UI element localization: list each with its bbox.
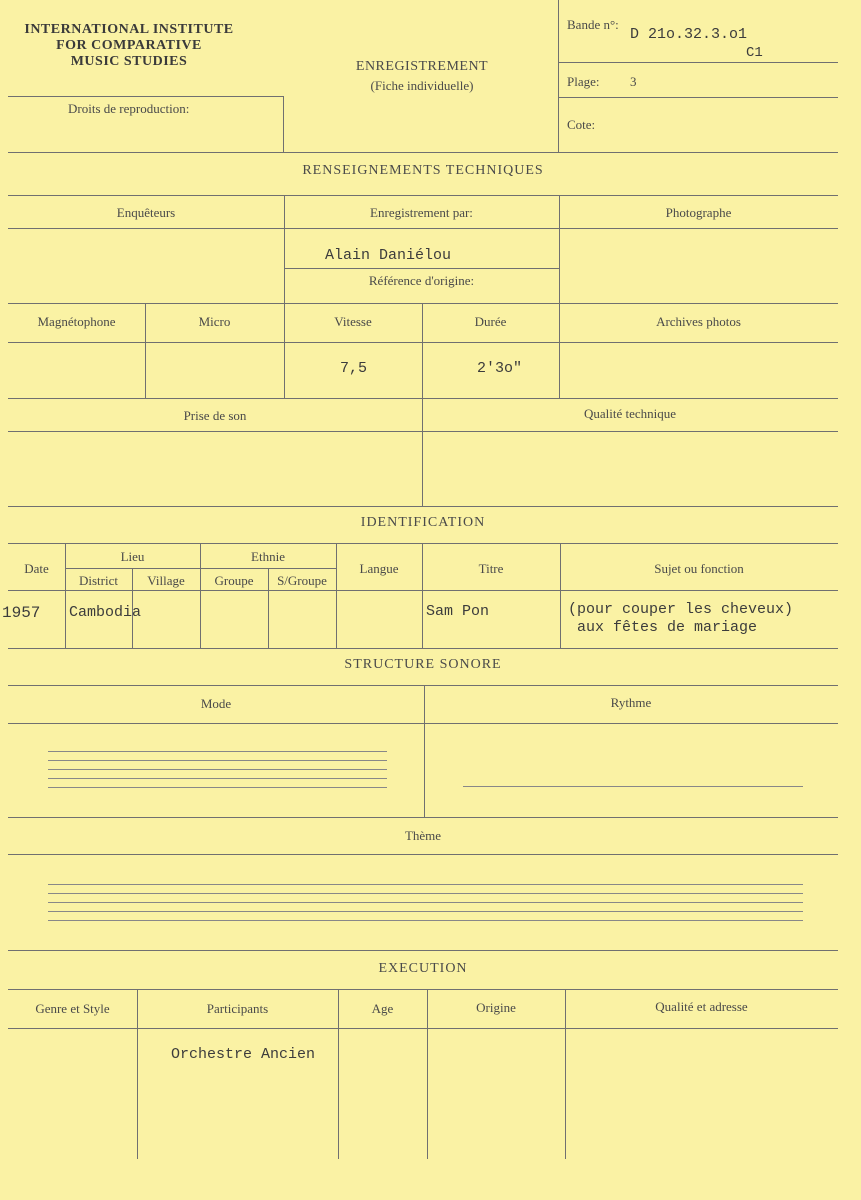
- duree-label: Durée: [474, 314, 507, 329]
- divider: [8, 1028, 838, 1029]
- divider: [560, 543, 561, 648]
- vitesse-label: Vitesse: [334, 314, 372, 329]
- staff-line: [48, 787, 387, 788]
- rythme-line: [463, 786, 803, 787]
- institute-line-1: INTERNATIONAL INSTITUTE: [24, 22, 234, 37]
- staff-line: [48, 893, 803, 894]
- prise-de-son-label: Prise de son: [183, 408, 247, 423]
- divider: [8, 723, 838, 724]
- staff-line: [48, 751, 387, 752]
- divider: [284, 268, 559, 269]
- divider: [8, 398, 838, 399]
- divider: [8, 854, 838, 855]
- cote-label: Cote:: [567, 117, 596, 132]
- divider: [8, 543, 838, 544]
- divider: [8, 989, 838, 990]
- sujet-value-line-1: (pour couper les cheveux): [568, 601, 794, 618]
- qualite-adresse-label: Qualité et adresse: [655, 999, 748, 1014]
- sgroupe-label: S/Groupe: [277, 573, 327, 588]
- divider: [558, 62, 838, 63]
- titre-label: Titre: [478, 561, 504, 576]
- divider: [558, 0, 559, 152]
- bande-sub-value: C1: [746, 45, 763, 61]
- ethnie-label: Ethnie: [251, 549, 285, 564]
- form-title: ENREGISTREMENT: [355, 59, 489, 74]
- magnetophone-label: Magnétophone: [37, 314, 116, 329]
- village-label: Village: [147, 573, 185, 588]
- rights-label: Droits de reproduction:: [68, 101, 190, 116]
- divider: [8, 950, 838, 951]
- groupe-label: Groupe: [214, 573, 254, 588]
- plage-label: Plage:: [567, 74, 600, 89]
- participants-value: Orchestre Ancien: [171, 1046, 316, 1063]
- staff-line: [48, 760, 387, 761]
- divider: [65, 568, 336, 569]
- lieu-label: Lieu: [120, 549, 145, 564]
- qualite-technique-label: Qualité technique: [583, 406, 677, 421]
- institute-line-2: FOR COMPARATIVE: [56, 38, 202, 53]
- participants-label: Participants: [206, 1001, 269, 1016]
- reference-label: Référence d'origine:: [368, 273, 475, 288]
- divider: [8, 506, 838, 507]
- divider: [8, 195, 838, 196]
- staff-line: [48, 884, 803, 885]
- archives-photos-label: Archives photos: [656, 314, 741, 329]
- divider: [8, 96, 283, 97]
- staff-line: [48, 778, 387, 779]
- sujet-value-line-2: aux fêtes de mariage: [577, 619, 758, 636]
- age-label: Age: [371, 1001, 394, 1016]
- duree-value: 2'3o": [477, 360, 523, 377]
- district-value: Cambodia: [69, 604, 142, 621]
- divider: [283, 96, 284, 152]
- enregistrement-label: Enregistrement par:: [370, 205, 473, 220]
- divider: [8, 648, 838, 649]
- mode-label: Mode: [200, 696, 232, 711]
- staff-line: [48, 902, 803, 903]
- staff-line: [48, 769, 387, 770]
- divider: [558, 97, 838, 98]
- titre-value: Sam Pon: [426, 603, 490, 620]
- divider: [8, 228, 838, 229]
- staff-line: [48, 911, 803, 912]
- sujet-label: Sujet ou fonction: [654, 561, 744, 576]
- section-title-structure: STRUCTURE SONORE: [344, 657, 502, 672]
- theme-label: Thème: [404, 828, 442, 843]
- origine-label: Origine: [476, 1000, 516, 1015]
- divider: [422, 543, 423, 648]
- divider: [8, 685, 838, 686]
- bande-value: D 21o.32.3.o1: [630, 26, 748, 43]
- staff-line: [48, 920, 803, 921]
- enregistrement-value: Alain Daniélou: [325, 247, 452, 264]
- genre-style-label: Genre et Style: [35, 1001, 110, 1016]
- date-label: Date: [24, 561, 49, 576]
- divider: [8, 152, 838, 153]
- plage-value: 3: [630, 74, 637, 89]
- institute-name: [4, 22, 254, 70]
- bande-label: Bande n°:: [567, 17, 619, 32]
- divider: [336, 543, 337, 648]
- section-title-technique: RENSEIGNEMENTS TECHNIQUES: [302, 163, 544, 178]
- langue-label: Langue: [359, 561, 399, 576]
- vitesse-value: 7,5: [340, 360, 368, 377]
- institute-line-3: MUSIC STUDIES: [70, 54, 188, 69]
- photographe-label: Photographe: [665, 205, 732, 220]
- section-title-identification: IDENTIFICATION: [360, 515, 486, 530]
- divider: [8, 590, 838, 591]
- enqueteurs-label: Enquêteurs: [116, 205, 176, 220]
- district-label: District: [79, 573, 118, 588]
- form-subtitle: (Fiche individuelle): [370, 78, 474, 93]
- micro-label: Micro: [198, 314, 231, 329]
- section-title-execution: EXECUTION: [378, 961, 468, 976]
- rythme-label: Rythme: [610, 695, 652, 710]
- divider: [8, 817, 838, 818]
- date-value: 1957: [2, 604, 41, 622]
- divider: [8, 342, 838, 343]
- divider: [8, 431, 838, 432]
- divider: [8, 303, 838, 304]
